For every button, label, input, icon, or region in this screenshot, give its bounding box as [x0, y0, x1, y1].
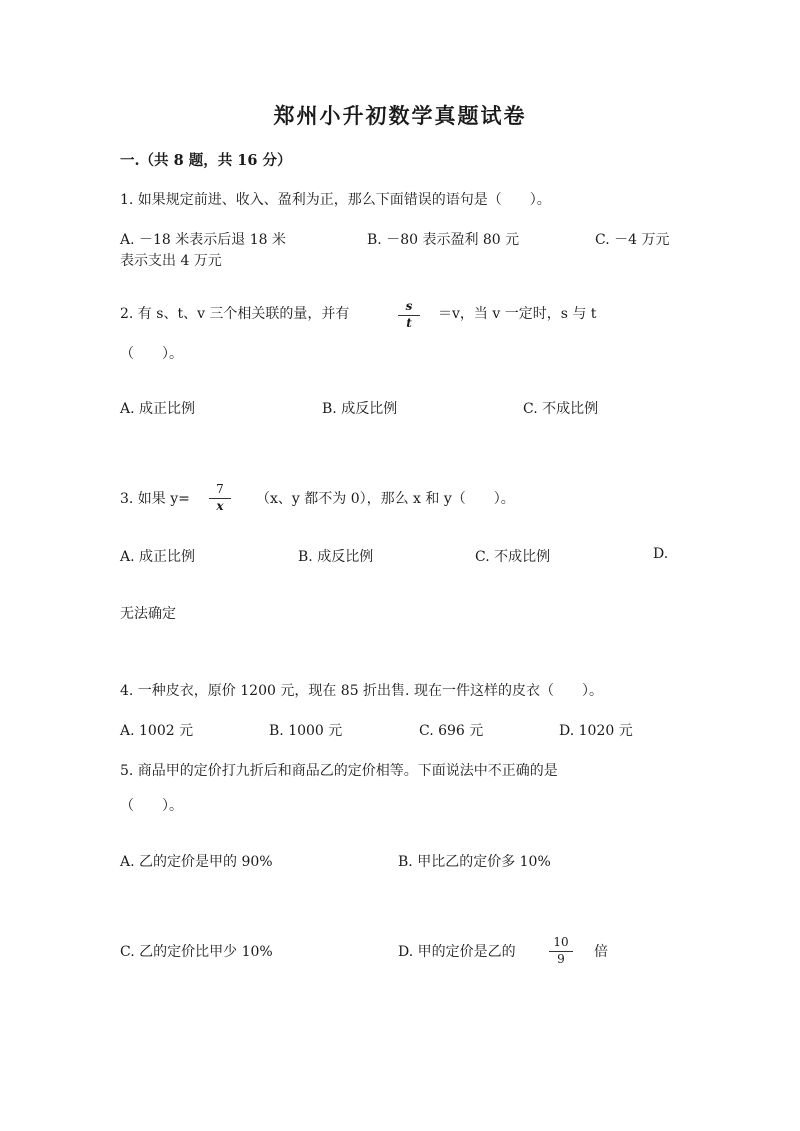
question-3-option-a: A. 成正比例 — [120, 549, 196, 565]
question-2-option-a: A. 成正比例 — [120, 401, 196, 417]
question-3-option-c: C. 不成比例 — [475, 549, 551, 565]
fraction-denominator: 9 — [557, 952, 565, 966]
question-5-option-c: C. 乙的定价比甲少 10% — [120, 944, 273, 960]
question-4-option-a: A. 1002 元 — [120, 723, 194, 739]
question-3-option-d-label: D. — [653, 546, 669, 562]
question-5-option-b: B. 甲比乙的定价多 10% — [398, 854, 551, 870]
question-4-option-b: B. 1000 元 — [269, 723, 343, 739]
fraction-denominator: x — [216, 499, 224, 513]
question-5-option-d: D. 甲的定价是乙的 — [398, 944, 516, 960]
question-3-option-d-text: 无法确定 — [120, 606, 176, 622]
question-2-stem-continued: ＝v，当 v 一定时，s 与 t — [438, 306, 597, 322]
question-2-option-b: B. 成反比例 — [322, 401, 398, 417]
fraction-numerator: 10 — [553, 935, 569, 949]
question-1-option-c: C. －4 万元 — [595, 232, 670, 248]
question-1-option-b: B. －80 表示盈利 80 元 — [367, 232, 520, 248]
section-heading: 一.（共 8 题，共 16 分） — [120, 152, 292, 169]
question-2-stem: 2. 有 s、t、v 三个相关联的量，并有 — [120, 306, 350, 322]
question-1-option-a: A. －18 米表示后退 18 米 — [120, 232, 286, 248]
question-2-option-c: C. 不成比例 — [523, 401, 599, 417]
question-5-answer-blank: （ ）。 — [120, 798, 183, 814]
question-4-option-d: D. 1020 元 — [559, 723, 633, 739]
fraction-7-over-x — [209, 483, 231, 513]
question-4-option-c: C. 696 元 — [419, 723, 484, 739]
question-1-option-c-continued: 表示支出 4 万元 — [120, 253, 222, 269]
question-3-option-b: B. 成反比例 — [298, 549, 374, 565]
question-4-stem: 4. 一种皮衣，原价 1200 元，现在 85 折出售. 现在一件这样的皮衣（ ）。 — [120, 683, 603, 699]
fraction-s-over-t — [398, 300, 420, 330]
fraction-numerator: 7 — [216, 482, 224, 496]
page-title: 郑州小升初数学真题试卷 — [273, 103, 527, 128]
fraction-10-over-9 — [549, 936, 573, 966]
question-5-option-a: A. 乙的定价是甲的 90% — [120, 854, 273, 870]
question-3-stem: 3. 如果 y= — [120, 491, 190, 507]
question-5-option-d-suffix: 倍 — [594, 944, 608, 960]
fraction-denominator: t — [406, 316, 412, 330]
question-5-stem: 5. 商品甲的定价打九折后和商品乙的定价相等。下面说法中不正确的是 — [120, 763, 558, 779]
question-3-stem-continued: （x、y 都不为 0），那么 x 和 y（ ）。 — [256, 491, 515, 507]
question-1-stem: 1. 如果规定前进、收入、盈利为正，那么下面错误的语句是（ ）。 — [120, 192, 551, 208]
question-2-answer-blank: （ ）。 — [120, 346, 183, 362]
fraction-numerator: s — [405, 299, 413, 313]
